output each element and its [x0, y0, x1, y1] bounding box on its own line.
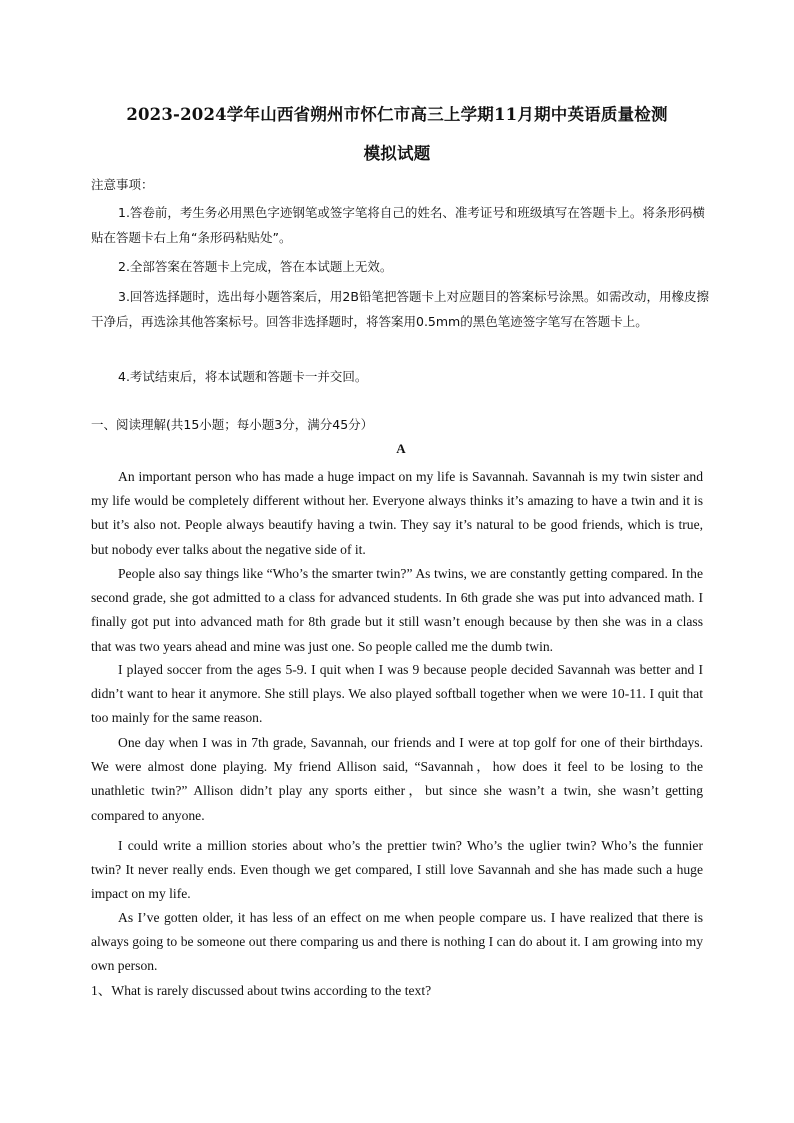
passage-label: A: [396, 441, 406, 456]
passage-paragraph: As I’ve gotten older, it has less of an effect on me when people compare us. I have realized that there is always going to be someone out there comparing us and there is nothing I can do about it. I am growing into my own person.: [91, 910, 703, 974]
notice-item: 2.全部答案在答题卡上完成，答在本试题上无效。: [118, 259, 393, 274]
notice-item: 4.考试结束后，将本试题和答题卡一并交回。: [118, 369, 368, 384]
notice-item: 1.答卷前，考生务必用黑色字迹钢笔或签字笔将自己的姓名、准考证号和班级填写在答题卡上。将条形码横贴在答题卡右上角“条形码粘贴处”。: [91, 205, 705, 245]
passage-paragraph: An important person who has made a huge impact on my life is Savannah. Savannah is my twin sister and my life would be completely different without her. Everyone always thinks it’s amazing to have a twin and it is but it’s also not. People always beautify having a twin. They say it’s natural to be good friends, which is true, but nobody ever talks about the negative side of it.: [91, 469, 703, 557]
exam-subtitle: 模拟试题: [363, 144, 431, 163]
exam-title: 2023-2024学年山西省朔州市怀仁市高三上学期11月期中英语质量检测: [126, 105, 668, 124]
passage-paragraph: I played soccer from the ages 5-9. I quit when I was 9 because people decided Savannah was better and I didn’t want to hear it anymore. She still plays. We also played softball together when we were 10-11. I quit that too mainly for the same reason.: [91, 662, 703, 726]
question-1: 1、What is rarely discussed about twins according to the text?: [91, 983, 432, 998]
section-heading: 一、阅读理解(共15小题；每小题3分，满分45分）: [91, 417, 374, 432]
notice-item: 3.回答选择题时，选出每小题答案后，用2B铅笔把答题卡上对应题目的答案标号涂黑。如需改动，用橡皮擦干净后，再选涂其他答案标号。回答非选择题时，将答案用0.5mm的黑色笔迹签字笔写在答题卡上。: [91, 289, 709, 329]
passage-paragraph: I could write a million stories about who’s the prettier twin? Who’s the uglier twin? Who’s the funnier twin? It never really ends. Even though we get compared, I still love Savannah and she has made such a huge impact on my life.: [91, 838, 703, 902]
passage-paragraph: People also say things like “Who’s the smarter twin?” As twins, we are constantly getting compared. In the second grade, she got admitted to a class for advanced students. In 6th grade she was put into advanced math. I finally got put into advanced math for 8th grade but it still wasn’t enough because by then she was in a class that was two years ahead and mine was just one. So people called me the dumb twin.: [91, 566, 703, 654]
passage-paragraph: One day when I was in 7th grade, Savannah, our friends and I were at top golf for one of their birthdays. We were almost done playing. My friend Allison said, “Savannah，how does it feel to be losing to the unathletic twin?” Allison didn’t play any sports either，but since she wasn’t a twin, she wasn’t getting compared to anyone.: [91, 735, 703, 823]
notice-heading: 注意事项：: [91, 177, 154, 192]
